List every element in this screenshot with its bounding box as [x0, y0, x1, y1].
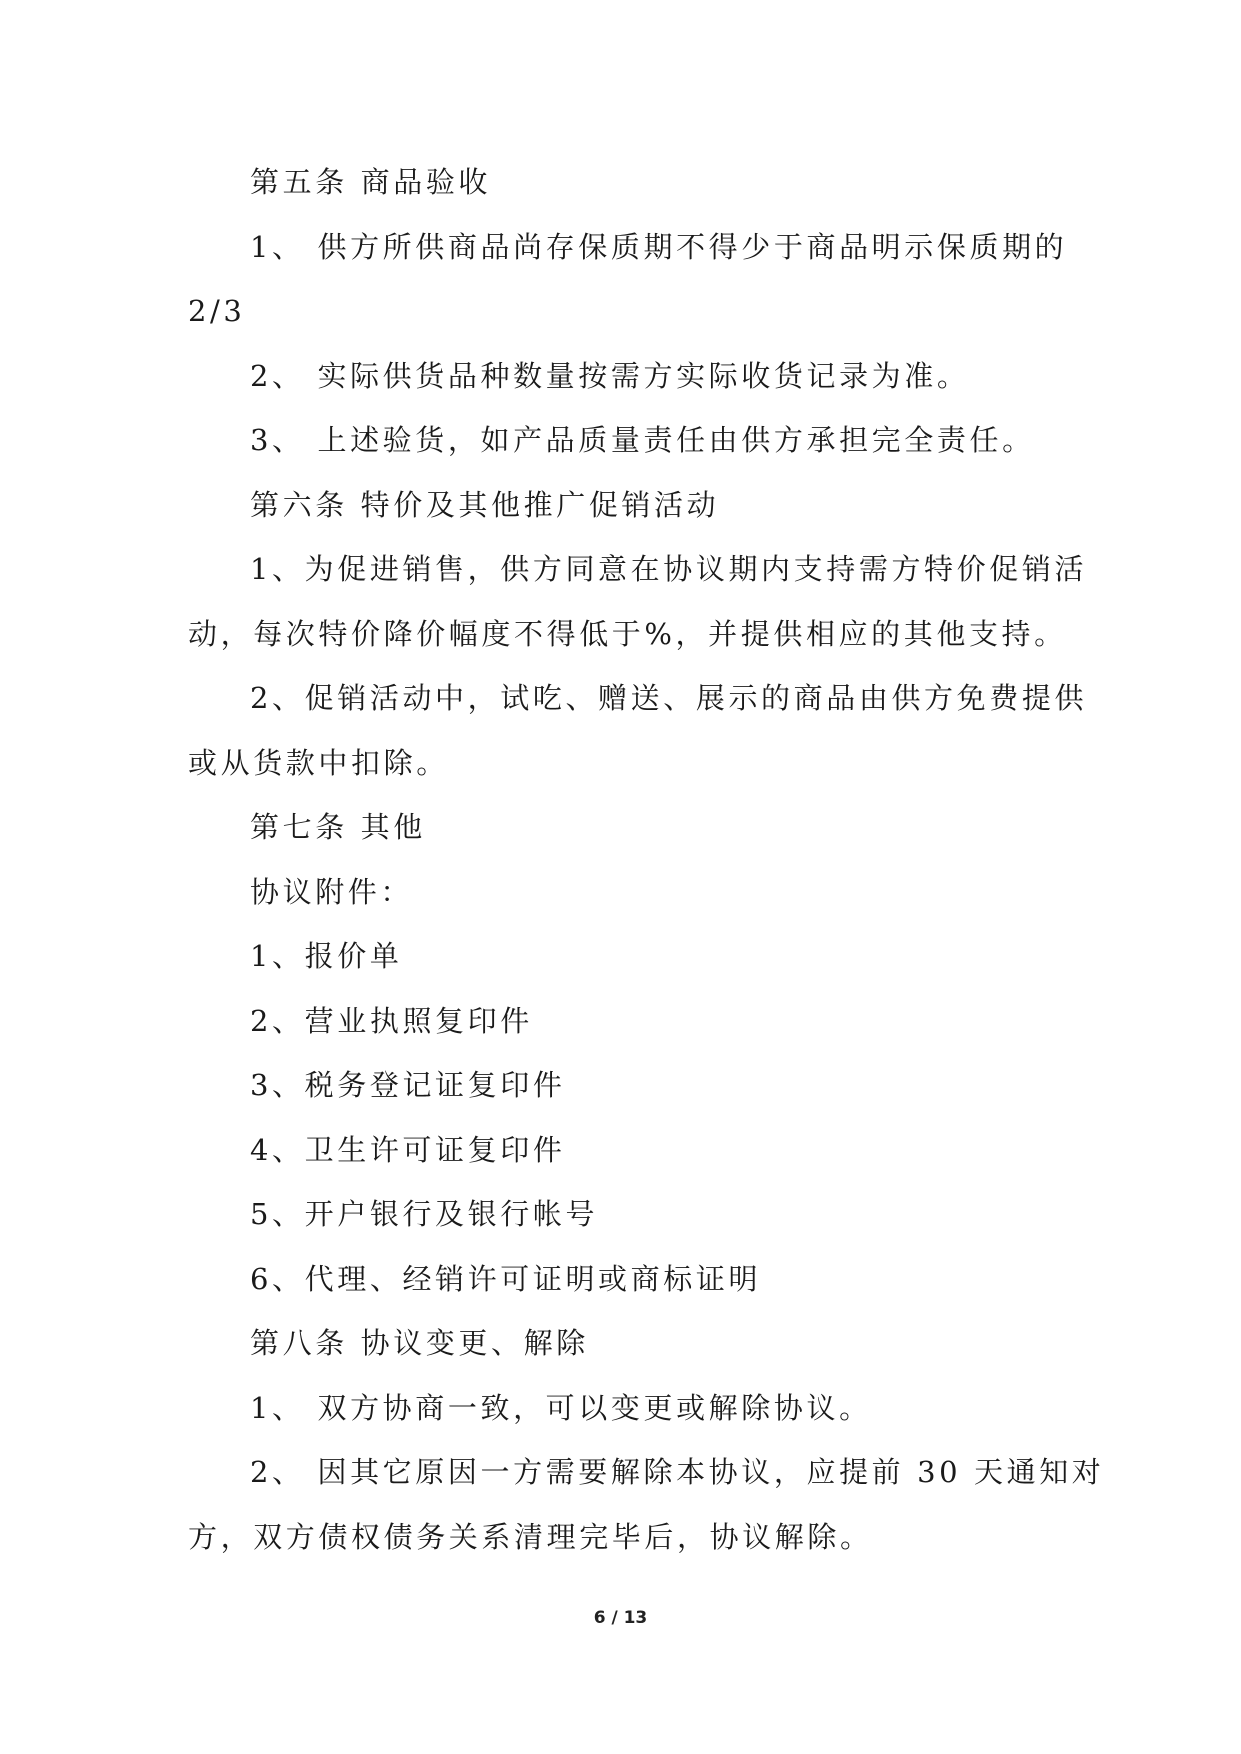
text-line: 2、营业执照复印件	[250, 1003, 533, 1038]
text-line: 3、 上述验货，如产品质量责任由供方承担完全责任。	[250, 423, 1035, 457]
text-line: 1、 供方所供商品尚存保质期不得少于商品明示保质期的	[250, 229, 1068, 264]
text-line: 2、 因其它原因一方需要解除本协议，应提前 30 天通知对	[250, 1455, 1105, 1489]
text-line: 2、 实际供货品种数量按需方实际收货记录为准。	[250, 358, 970, 393]
text-line: 第八条 协议变更、解除	[250, 1326, 589, 1360]
text-line: 1、报价单	[250, 939, 403, 973]
text-line: 3、税务登记证复印件	[250, 1068, 566, 1102]
text-line: 第七条 其他	[250, 810, 426, 844]
text-line: 动，每次特价降价幅度不得低于%，并提供相应的其他支持。	[188, 616, 1067, 651]
text-line: 第五条 商品验收	[250, 165, 492, 199]
text-line: 第六条 特价及其他推广促销活动	[250, 487, 720, 522]
text-line: 协议附件：	[250, 874, 414, 909]
text-line: 2/3	[188, 294, 246, 328]
page-number: 6 / 13	[593, 1608, 648, 1628]
text-line: 方，双方债权债务关系清理完毕后，协议解除。	[188, 1519, 873, 1554]
document-body	[188, 150, 1105, 1569]
text-line: 6、代理、经销许可证明或商标证明	[250, 1261, 762, 1296]
text-line: 4、卫生许可证复印件	[250, 1132, 566, 1167]
text-line: 5、开户银行及银行帐号	[250, 1197, 599, 1231]
text-line: 1、 双方协商一致，可以变更或解除协议。	[250, 1390, 872, 1425]
text-line: 1、为促进销售，供方同意在协议期内支持需方特价促销活	[250, 552, 1088, 586]
text-line: 2、促销活动中，试吃、赠送、展示的商品由供方免费提供	[250, 681, 1088, 715]
text-line: 或从货款中扣除。	[188, 745, 449, 780]
